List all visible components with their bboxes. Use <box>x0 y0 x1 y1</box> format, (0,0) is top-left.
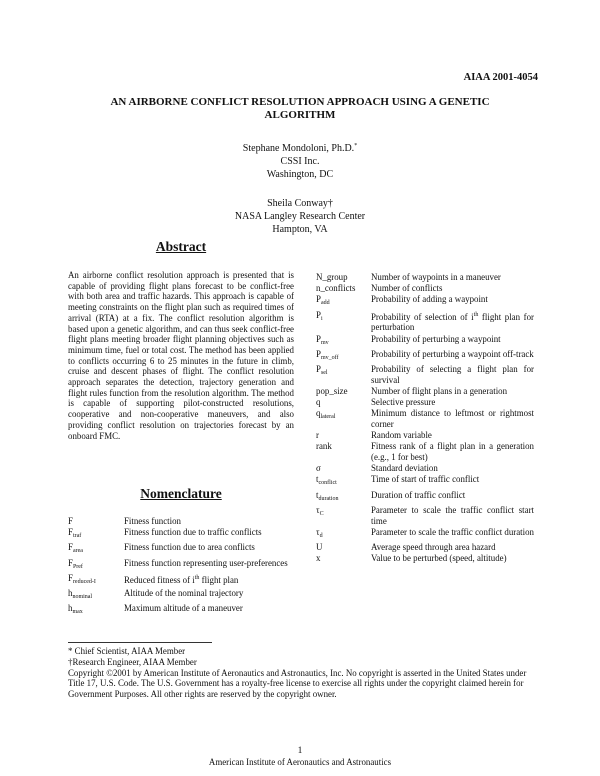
nomenclature-symbol: $P_{sel}$ <box>316 363 328 376</box>
nomenclature-right-list <box>316 272 534 564</box>
nomenclature-symbol: $t_{conflict}$ <box>316 474 337 487</box>
nomenclature-row <box>68 542 294 557</box>
footnote-rule <box>68 642 212 643</box>
nomenclature-definition: Fitness function representing user-preferences <box>124 557 288 568</box>
author-2-mark: † <box>327 198 333 209</box>
nomenclature-row <box>316 272 534 283</box>
nomenclature-symbol: $P_i$ <box>316 309 323 322</box>
copyright-notice: Copyright ©2001 by American Institute of Aeronautics and Astronautics, Inc. No copyright is asserted in the United States under Title 17, U.S. Code. The U.S. Government has a royalty-free license to exercise all rights under the copyright claimed herein for Government Purposes. All other rights are reserved by the copyright owner. <box>68 667 527 700</box>
paper-id: AIAA 2001-4054 <box>463 72 538 83</box>
author-2-location: Hampton, VA <box>272 224 328 235</box>
nomenclature-symbol: $F_{traf}$ <box>68 527 82 540</box>
nomenclature-row <box>316 310 534 333</box>
footnotes <box>68 646 536 700</box>
nomenclature-definition: Parameter to scale the traffic conflict duration <box>371 526 534 537</box>
nomenclature-row <box>316 364 534 385</box>
nomenclature-definition: Reduced fitness of $i^{th}$ flight plan <box>124 574 239 585</box>
abstract-text: An airborne conflict resolution approach is presented that is capable of providing flight plans forecast to be conflict-free with both area and traffic hazards. This approach is capable of meeting constraints on the flight plan such as required times of arrival (RTA) at a fix. The conflict resolution algorithm is based upon a genetic algorithm, and can thus seek conflict-free flight plans meeting broader flight planning objectives such as minimum time, fuel or total cost. The method has been applied to conflicts occurring 6 to 25 minutes in the future in climb, cruise and descent phases of flight. The conflict resolution approach separates the detection, trajectory generation and flight rules function from the resolution algorithm. The method is capable of supporting pilot-constructed resolutions, cooperative and non-cooperative maneuvers, and also providing conflict resolution on trajectories forecast by an onboard FMC. <box>68 270 294 441</box>
nomenclature-definition: Number of conflicts <box>371 283 443 294</box>
nomenclature-definition: Probability of selecting a flight plan for survival <box>371 363 534 385</box>
nomenclature-symbol: $P_{mv\_off}$ <box>316 348 339 361</box>
author-2 <box>100 197 500 210</box>
author-1 <box>100 140 500 155</box>
nomenclature-row <box>68 588 294 603</box>
nomenclature-row <box>316 505 534 526</box>
nomenclature-row <box>316 553 534 564</box>
nomenclature-definition: Probability of selection of $i^{th}$ flight plan for perturbation <box>371 311 534 333</box>
nomenclature-row <box>316 474 534 489</box>
nomenclature-symbol: $\tau_C$ <box>316 504 324 517</box>
nomenclature-symbol: $h_{nominal}$ <box>68 588 93 601</box>
nomenclature-symbol: $F_{reduced-I}$ <box>68 572 96 585</box>
nomenclature-definition: Fitness function due to area conflicts <box>124 542 255 553</box>
nomenclature-definition: Fitness rank of a flight plan in a generation (e.g., 1 for best) <box>371 441 534 463</box>
nomenclature-row <box>316 283 534 294</box>
nomenclature-symbol: $h_{max}$ <box>68 603 83 616</box>
nomenclature-definition: Fitness function <box>124 516 181 526</box>
nomenclature-symbol: N_group <box>316 272 348 282</box>
nomenclature-symbol: r <box>316 430 319 441</box>
author-1-mark: * <box>354 143 358 149</box>
nomenclature-symbol: pop_size <box>316 385 348 396</box>
nomenclature-definition: Duration of traffic conflict <box>371 489 466 500</box>
nomenclature-definition: Probability of adding a waypoint <box>371 294 488 305</box>
nomenclature-heading: Nomenclature <box>140 486 222 501</box>
nomenclature-symbol: σ <box>316 463 321 474</box>
nomenclature-definition: Standard deviation <box>371 463 438 474</box>
nomenclature-definition: Random variable <box>371 430 432 441</box>
nomenclature-symbol: $F_{area}$ <box>68 542 83 555</box>
nomenclature-definition: Altitude of the nominal trajectory <box>124 588 244 599</box>
nomenclature-definition: Number of flight plans in a generation <box>371 385 508 396</box>
nomenclature-row <box>316 397 534 408</box>
nomenclature-definition: Probability of perturbing a waypoint off-track <box>371 348 534 359</box>
footnote-research-engineer: †Research Engineer, AIAA Member <box>68 656 197 667</box>
nomenclature-definition: Fitness function due to traffic conflicts <box>124 527 262 538</box>
footnote-chief-scientist: * Chief Scientist, AIAA Member <box>68 646 186 656</box>
nomenclature-definition: Value to be perturbed (speed, altitude) <box>371 553 507 564</box>
nomenclature-left-list <box>68 516 294 618</box>
nomenclature-row <box>68 603 294 618</box>
nomenclature-definition: Maximum altitude of a maneuver <box>124 603 243 614</box>
nomenclature-symbol: $q_{lateral}$ <box>316 408 336 421</box>
nomenclature-row <box>316 386 534 397</box>
author-1-name: Stephane Mondoloni, Ph.D. <box>242 143 355 154</box>
nomenclature-symbol: $F_{Pref}$ <box>68 557 83 570</box>
nomenclature-symbol: $P_{mv}$ <box>316 333 329 346</box>
nomenclature-row <box>316 463 534 474</box>
nomenclature-row <box>316 334 534 349</box>
author-2-org: NASA Langley Research Center <box>234 211 366 222</box>
nomenclature-definition: Number of waypoints in a maneuver <box>371 272 501 282</box>
nomenclature-definition: Probability of perturbing a waypoint <box>371 333 501 344</box>
nomenclature-symbol: q <box>316 397 321 408</box>
nomenclature-symbol: $t_{duration}$ <box>316 489 339 502</box>
footer-organization: American Institute of Aeronautics and Astronautics <box>208 757 392 767</box>
nomenclature-row <box>316 527 534 542</box>
author-block <box>100 140 500 236</box>
title-line-1: AN AIRBORNE CONFLICT RESOLUTION APPROACH USING A GENETIC <box>110 96 490 108</box>
nomenclature-row <box>68 558 294 573</box>
nomenclature-row <box>316 294 534 309</box>
nomenclature-definition: Selective pressure <box>371 397 436 408</box>
nomenclature-symbol: rank <box>316 441 332 452</box>
nomenclature-row <box>316 542 534 553</box>
page-number: 1 <box>297 746 303 756</box>
title-line-2: ALGORITHM <box>264 109 336 121</box>
abstract-heading: Abstract <box>155 239 207 254</box>
nomenclature-row <box>316 408 534 429</box>
nomenclature-symbol: U <box>316 541 323 552</box>
nomenclature-symbol: x <box>316 553 321 564</box>
nomenclature-row <box>68 573 294 588</box>
nomenclature-row <box>316 490 534 505</box>
nomenclature-symbol: $P_{add}$ <box>316 294 330 307</box>
author-2-name: Sheila Conway <box>267 198 328 209</box>
nomenclature-symbol: F <box>68 516 73 526</box>
paper-title <box>60 96 540 122</box>
nomenclature-symbol: $\tau_d$ <box>316 526 323 539</box>
nomenclature-definition: Parameter to scale the traffic conflict start time <box>371 504 534 526</box>
nomenclature-row <box>316 349 534 364</box>
nomenclature-definition: Average speed through area hazard <box>371 541 496 552</box>
nomenclature-row <box>316 430 534 441</box>
nomenclature-definition: Minimum distance to leftmost or rightmost corner <box>371 408 534 429</box>
nomenclature-row <box>316 441 534 462</box>
nomenclature-definition: Time of start of traffic conflict <box>371 474 480 485</box>
nomenclature-row <box>68 516 294 527</box>
author-1-location: Washington, DC <box>266 169 334 180</box>
nomenclature-row <box>68 527 294 542</box>
nomenclature-symbol: n_conflicts <box>316 283 356 294</box>
author-1-org: CSSI Inc. <box>280 156 320 167</box>
